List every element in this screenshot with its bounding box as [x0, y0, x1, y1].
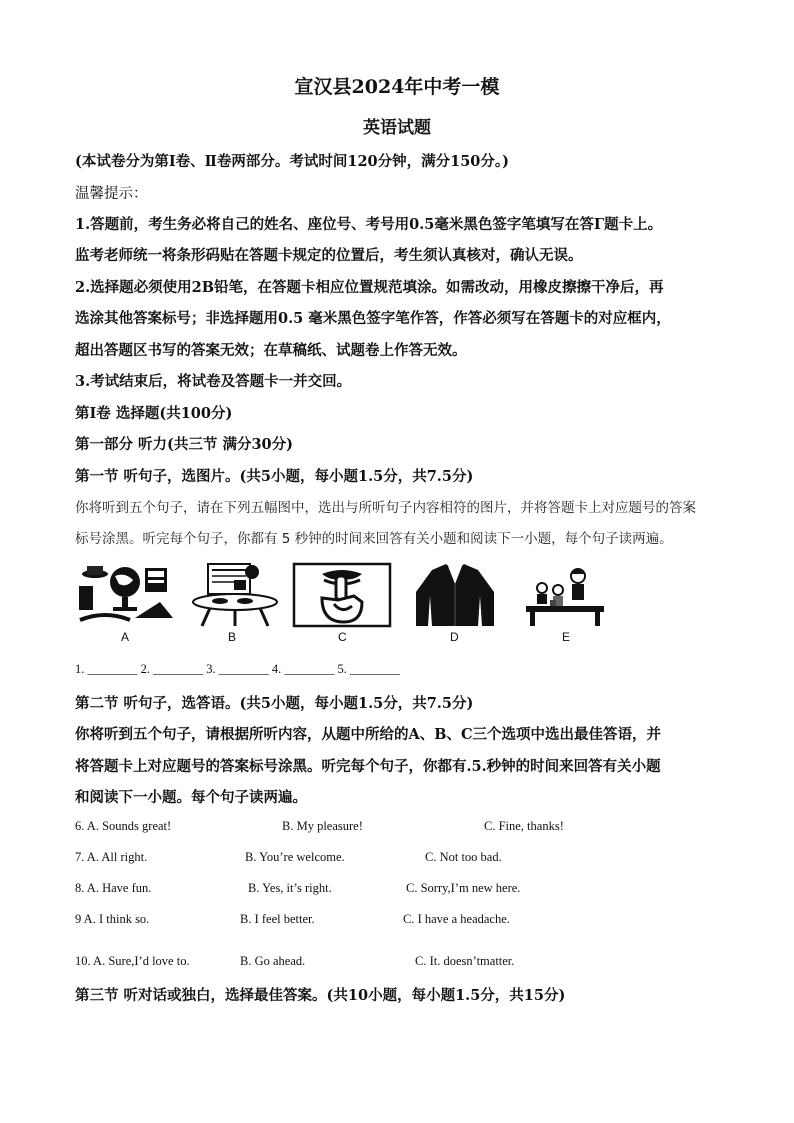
question-7-option-b: B. You’re welcome. [245, 850, 345, 864]
question-9-option-b: B. I feel better. [240, 912, 315, 926]
question-6-option-b: B. My pleasure! [282, 819, 363, 833]
section-1-instruction-line-2: 标号涂黑。听完每个句子，你都有 5 秒钟的时间来回答有关小题和阅读下一小题，每个句子读两遍。 [75, 531, 673, 547]
tip-2-line-1: 2.选择题必须使用2B铅笔，在答题卡相应位置规范填涂。如需改动，用橡皮擦擦干净后，再 [75, 279, 664, 296]
question-9-option-c: C. I have a headache. [403, 912, 510, 926]
question-6-option-c: C. Fine, thanks! [484, 819, 564, 833]
tip-2-line-3: 超出答题区书写的答案无效；在草稿纸、试题卷上作答无效。 [75, 342, 467, 359]
answer-blanks-1-5: 1. ________ 2. ________ 3. ________ 4. ________ 5. ________ [75, 662, 400, 676]
question-10-option-b: B. Go ahead. [240, 954, 306, 968]
picture-label-c: C [338, 630, 347, 644]
section-2-heading: 第二节 听句子，选答语。(共5小题，每小题1.5分，共7.5分) [75, 695, 474, 712]
question-8-option-b: B. Yes, it’s right. [248, 881, 332, 895]
picture-label-a: A [121, 630, 130, 644]
picture-c-hush-gesture [292, 562, 392, 628]
picture-label-e: E [562, 630, 571, 644]
tip-2-line-2: 选涂其他答案标号；非选择题用0.5 毫米黑色签字笔作答，作答必须写在答题卡的对应框内， [75, 310, 671, 327]
question-10-option-a: 10. A. Sure,I’d love to. [75, 954, 190, 968]
question-9-option-a: 9 A. I think so. [75, 912, 150, 926]
tip-3: 3.考试结束后，将试卷及答题卡一并交回。 [75, 373, 352, 390]
picture-label-b: B [228, 630, 237, 644]
picture-a-globe-books [75, 562, 175, 628]
section-2-instruction-line-2: 将答题卡上对应题号的答案标号涂黑。听完每个句子，你都有.5.秒钟的时间来回答有关小题 [75, 758, 661, 775]
tip-1-line-1: 1.答题前，考生务必将自己的姓名、座位号、考号用0.5毫米黑色签字笔填写在答Γ题卡上。 [75, 216, 663, 233]
section-2-instruction-line-1: 你将听到五个句子，请根据所听内容，从题中所给的A、B、C三个选项中选出最佳答语，并 [75, 726, 662, 743]
tip-1-line-2: 监考老师统一将条形码贴在答题卡规定的位置后，考生须认真核对，确认无误。 [75, 247, 583, 264]
exam-note: (本试卷分为第Ⅰ卷、Ⅱ卷两部分。考试时间120分钟，满分150分。) [75, 153, 510, 170]
section-1-heading: 第一节 听句子，选图片。(共5小题，每小题1.5分，共7.5分) [75, 468, 474, 485]
question-8-option-c: C. Sorry,I’m new here. [406, 881, 521, 895]
section-3-heading: 第三节 听对话或独白，选择最佳答案。(共10小题，每小题1.5分，共15分) [75, 987, 566, 1004]
picture-b-reading-newspaper [190, 562, 280, 628]
exam-title: 宣汉县2024年中考一模 [294, 76, 500, 98]
question-10-option-c: C. It. doesn’tmatter. [415, 954, 515, 968]
question-7-option-a: 7. A. All right. [75, 850, 148, 864]
tips-heading: 温馨提示： [75, 186, 148, 202]
question-7-option-c: C. Not too bad. [425, 850, 502, 864]
question-6-option-a: 6. A. Sounds great! [75, 819, 172, 833]
picture-d-jacket [410, 562, 500, 628]
picture-label-d: D [450, 630, 459, 644]
volume-1-heading: 第Ⅰ卷 选择题(共100分) [75, 405, 233, 422]
question-8-option-a: 8. A. Have fun. [75, 881, 152, 895]
part-1-heading: 第一部分 听力(共三节 满分30分) [75, 436, 293, 453]
section-1-instruction-line-1: 你将听到五个句子，请在下列五幅图中，选出与所听句子内容相符的图片，并将答题卡上对应题号的答案 [75, 500, 696, 516]
section-2-instruction-line-3: 和阅读下一小题。每个句子读两遍。 [75, 789, 307, 806]
picture-e-family-table [520, 562, 610, 628]
exam-subtitle: 英语试题 [363, 118, 431, 138]
